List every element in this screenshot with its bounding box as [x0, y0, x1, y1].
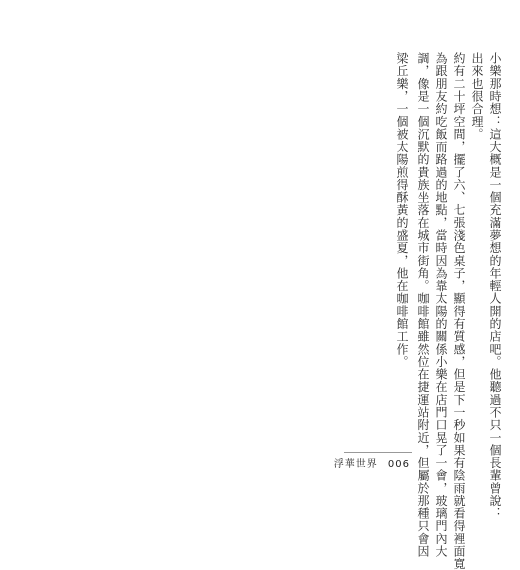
footer-rule: [344, 452, 412, 453]
page-footer: [328, 455, 410, 470]
text-column-6: 小樂那時想：這大概是一個充滿夢想的年輕人開的店吧。他聽過不只一個長輩曾說：: [488, 52, 502, 520]
text-column-3: 為跟朋友約吃飯而路過的地點，當時因為靠太陽的關係小樂在店門口晃了一會，玻璃門內大: [434, 52, 448, 558]
text-column-2: 調，像是一個沉默的貴族坐落在城市街角。咖啡館雖然位在捷運站附近，但屬於那種只會因: [416, 52, 430, 558]
book-title: 浮華世界: [333, 459, 378, 470]
page-number: 006: [387, 459, 410, 470]
text-column-1: 梁丘樂，一個被太陽煎得酥黃的盛夏，他在咖啡館工作。: [395, 52, 409, 368]
text-column-4: 約有二十坪空間，擺了六、七張淺色桌子，顯得有質感，但是下一秒如果有陰雨就看得裡面寬: [452, 52, 466, 570]
text-column-5: 出來也很合理。: [470, 52, 484, 141]
